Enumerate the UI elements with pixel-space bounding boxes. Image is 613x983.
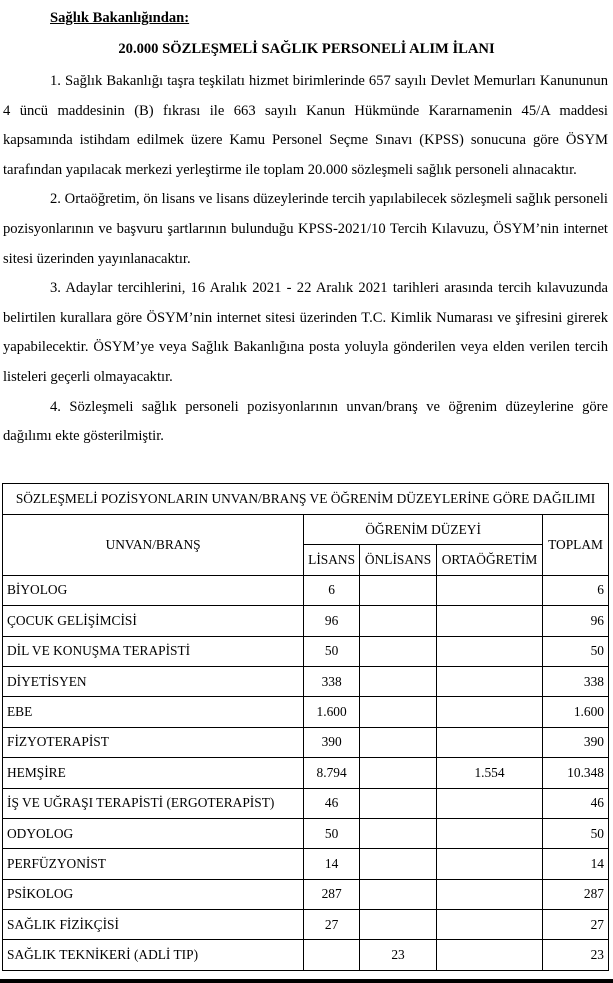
cell-onlisans (360, 910, 437, 940)
header-onlisans: ÖNLİSANS (360, 545, 437, 575)
cell-orta (437, 606, 543, 636)
positions-table (2, 483, 609, 971)
table-row (3, 849, 609, 879)
announcement-body (3, 67, 608, 452)
cell-lisans: 50 (304, 636, 360, 666)
table-row (3, 697, 609, 727)
bottom-border (0, 979, 613, 983)
cell-orta (437, 697, 543, 727)
table-row (3, 575, 609, 605)
cell-lisans: 6 (304, 575, 360, 605)
table-row (3, 879, 609, 909)
cell-toplam: 1.600 (543, 697, 609, 727)
cell-onlisans (360, 666, 437, 696)
cell-unvan: DİYETİSYEN (3, 666, 304, 696)
cell-onlisans (360, 606, 437, 636)
cell-toplam: 6 (543, 575, 609, 605)
cell-unvan: İŞ VE UĞRAŞI TERAPİSTİ (ERGOTERAPİST) (3, 788, 304, 818)
header-ortaogretim: ORTAÖĞRETİM (437, 545, 543, 575)
cell-lisans: 14 (304, 849, 360, 879)
table-row (3, 727, 609, 757)
cell-toplam: 27 (543, 910, 609, 940)
cell-orta (437, 818, 543, 848)
paragraph-3: 3. Adaylar tercihlerini, 16 Aralık 2021 - 22 Aralık 2021 tarihleri arasında tercih kılavuzunda belirtilen kurallara göre ÖSYM’nin internet sitesi üzerinden T.C. Kimlik Numarası ve şifresini girerek yapabilecektir. ÖSYM’ye veya Sağlık Bakanlığına posta yoluyla gönderilen veya elden verilen tercih listeleri geçerli olmayacaktır. (3, 280, 608, 385)
cell-lisans: 46 (304, 788, 360, 818)
announcement-source: Sağlık Bakanlığından: (50, 10, 190, 26)
cell-onlisans (360, 636, 437, 666)
cell-onlisans: 23 (360, 940, 437, 970)
cell-lisans: 50 (304, 818, 360, 848)
paragraph-2: 2. Ortaöğretim, ön lisans ve lisans düzeylerinde tercih yapılabilecek sözleşmeli sağlık personeli pozisyonlarının ve başvuru şartlarının bulunduğu KPSS-2021/10 Tercih Kılavuzu, ÖSYM’nin internet sitesi üzerinden yayınlanacaktır. (3, 191, 608, 267)
cell-toplam: 23 (543, 940, 609, 970)
table-title: SÖZLEŞMELİ POZİSYONLARIN UNVAN/BRANŞ VE ÖĞRENİM DÜZEYLERİNE GÖRE DAĞILIMI (3, 484, 609, 515)
cell-orta (437, 575, 543, 605)
cell-onlisans (360, 788, 437, 818)
cell-toplam: 50 (543, 636, 609, 666)
cell-unvan: PSİKOLOG (3, 879, 304, 909)
header-lisans: LİSANS (304, 545, 360, 575)
cell-unvan: ÇOCUK GELİŞİMCİSİ (3, 606, 304, 636)
cell-orta (437, 788, 543, 818)
cell-orta (437, 666, 543, 696)
cell-unvan: FİZYOTERAPİST (3, 727, 304, 757)
cell-onlisans (360, 758, 437, 788)
cell-toplam: 46 (543, 788, 609, 818)
cell-onlisans (360, 697, 437, 727)
cell-lisans: 96 (304, 606, 360, 636)
cell-unvan: EBE (3, 697, 304, 727)
cell-toplam: 338 (543, 666, 609, 696)
cell-toplam: 287 (543, 879, 609, 909)
cell-onlisans (360, 727, 437, 757)
cell-orta (437, 727, 543, 757)
cell-onlisans (360, 818, 437, 848)
cell-unvan: ODYOLOG (3, 818, 304, 848)
cell-orta (437, 910, 543, 940)
table-row (3, 758, 609, 788)
table-row (3, 788, 609, 818)
table-row (3, 940, 609, 970)
cell-toplam: 14 (543, 849, 609, 879)
table-row (3, 636, 609, 666)
cell-lisans: 8.794 (304, 758, 360, 788)
header-unvan: UNVAN/BRANŞ (3, 515, 304, 576)
paragraph-4: 4. Sözleşmeli sağlık personeli pozisyonlarının unvan/branş ve öğrenim düzeylerine göre dağılımı ekte gösterilmiştir. (3, 398, 608, 445)
table-row (3, 666, 609, 696)
header-ogrenim-duzeyi: ÖĞRENİM DÜZEYİ (304, 515, 543, 545)
cell-onlisans (360, 849, 437, 879)
cell-toplam: 50 (543, 818, 609, 848)
cell-orta: 1.554 (437, 758, 543, 788)
table-row (3, 606, 609, 636)
cell-lisans: 27 (304, 910, 360, 940)
cell-lisans: 390 (304, 727, 360, 757)
cell-toplam: 10.348 (543, 758, 609, 788)
cell-onlisans (360, 575, 437, 605)
cell-orta (437, 879, 543, 909)
cell-lisans: 338 (304, 666, 360, 696)
cell-orta (437, 940, 543, 970)
paragraph-1: 1. Sağlık Bakanlığı taşra teşkilatı hizmet birimlerinde 657 sayılı Devlet Memurları Kanununun 4 üncü maddesinin (B) fıkrası ile 663 sayılı Kanun Hükmünde Kararnamenin 45/A maddesi kapsamında istihdam edilmek üzere Kamu Personel Seçme Sınavı (KPSS) sonucuna göre ÖSYM tarafından yapılacak merkezi yerleştirme ile toplam 20.000 sözleşmeli sağlık personeli alınacaktır. (3, 73, 608, 178)
cell-lisans: 287 (304, 879, 360, 909)
cell-unvan: SAĞLIK FİZİKÇİSİ (3, 910, 304, 940)
cell-onlisans (360, 879, 437, 909)
cell-unvan: SAĞLIK TEKNİKERİ (ADLİ TIP) (3, 940, 304, 970)
cell-lisans (304, 940, 360, 970)
cell-lisans: 1.600 (304, 697, 360, 727)
table-row (3, 818, 609, 848)
cell-unvan: DİL VE KONUŞMA TERAPİSTİ (3, 636, 304, 666)
cell-unvan: HEMŞİRE (3, 758, 304, 788)
header-toplam: TOPLAM (543, 515, 609, 576)
cell-orta (437, 849, 543, 879)
cell-toplam: 96 (543, 606, 609, 636)
announcement-title: 20.000 SÖZLEŞMELİ SAĞLIK PERSONELİ ALIM İLANI (118, 41, 495, 57)
cell-toplam: 390 (543, 727, 609, 757)
cell-unvan: BİYOLOG (3, 575, 304, 605)
cell-orta (437, 636, 543, 666)
table-row (3, 910, 609, 940)
cell-unvan: PERFÜZYONİST (3, 849, 304, 879)
